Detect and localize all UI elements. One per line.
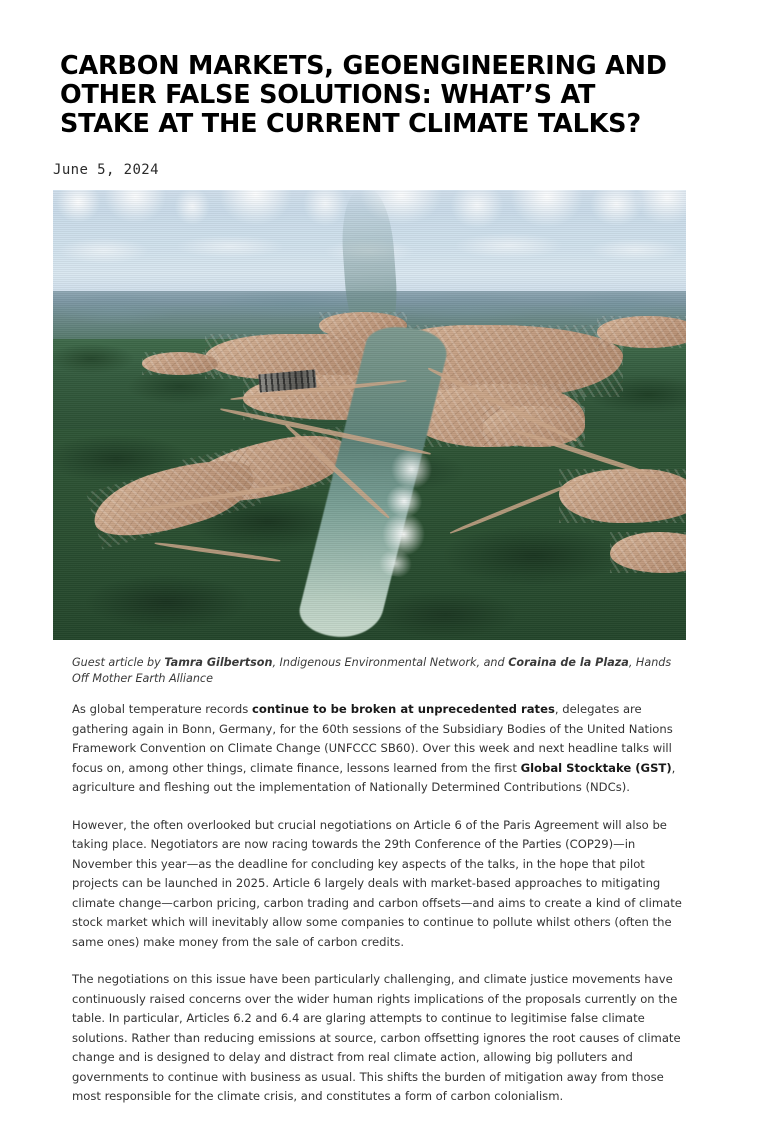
text-run: , delegates are gathering again in Bonn, Germany, for the 60th sessions of the Subsidiary Bodies of the United Nations Framework Convention on Climate Change (UNFCCC SB60). Over this week and next headline talks will focus on, among other things, climate finance, lessons learned from the first — [72, 702, 673, 775]
caption-segment: Guest article by — [72, 656, 165, 669]
text-run: However, the often overlooked but crucial negotiations on Article 6 of the Paris Agreement will also be taking place. Negotiators are now racing towards the 29th Conference of the Parties (COP29)—in November this year—as the deadline for concluding key aspects of the talks, in the hope that pilot projects can be launched in 2025. Article 6 largely deals with market-based approaches to mitigating climate change—carbon pricing, carbon trading and carbon offsets—and aims to create a kind of climate stock market which will inevitably allow some companies to continue to pollute whilst others (often the same ones) make money from the sale of carbon credits. — [72, 817, 682, 949]
inline-link[interactable]: Global Stocktake (GST) — [520, 760, 672, 775]
text-run: As global temperature records — [72, 702, 253, 716]
cleared-earth-patch — [142, 352, 218, 375]
paragraph — [72, 700, 686, 798]
text-run: The negotiations on this issue have been particularly challenging, and climate justice movements have continuously raised concerns over the wider human rights implications of the proposals currently on the table. In particular, Articles 6.2 and 6.4 are glaring attempts to continue to legitimise false climate solutions. Rather than reducing emissions at source, carbon offsetting ignores the root causes of climate change and is designed to delay and distract from real climate action, allowing big polluters and governments to continue with business as usual. This shifts the burden of mitigation away from those most responsible for the climate crisis, and constitutes a form of carbon colonialism. — [72, 972, 681, 1103]
article-body — [72, 700, 686, 1125]
caption-author-secondary: Coraina de la Plaza — [508, 656, 629, 669]
hero-image — [53, 190, 686, 640]
cleared-earth-patch — [483, 406, 584, 447]
publish-date: June 5, 2024 — [53, 162, 159, 178]
cleared-earth-patch — [597, 316, 686, 348]
paragraph — [72, 970, 686, 1107]
inline-link[interactable]: continue to be broken at unprecedented rates — [252, 702, 555, 716]
cleared-earth-patch — [559, 469, 686, 523]
cleared-earth-patch — [610, 532, 686, 573]
paragraph — [72, 816, 686, 953]
text-run: , agriculture and fleshing out the implementation of Nationally Determined Contributions (NDCs). — [72, 760, 676, 794]
caption-segment: , Hands Off Mother Earth Alliance — [72, 656, 672, 685]
image-caption — [72, 655, 684, 687]
caption-segment: , Indigenous Environmental Network, and — [272, 656, 509, 669]
caption-author-primary: Tamra Gilbertson — [164, 656, 273, 669]
aerial-photograph — [53, 190, 686, 640]
page-title: CARBON MARKETS, GEOENGINEERING AND OTHER FALSE SOLUTIONS: WHAT’S AT STAKE AT THE CURRENT CLIMATE TALKS? — [60, 51, 667, 139]
